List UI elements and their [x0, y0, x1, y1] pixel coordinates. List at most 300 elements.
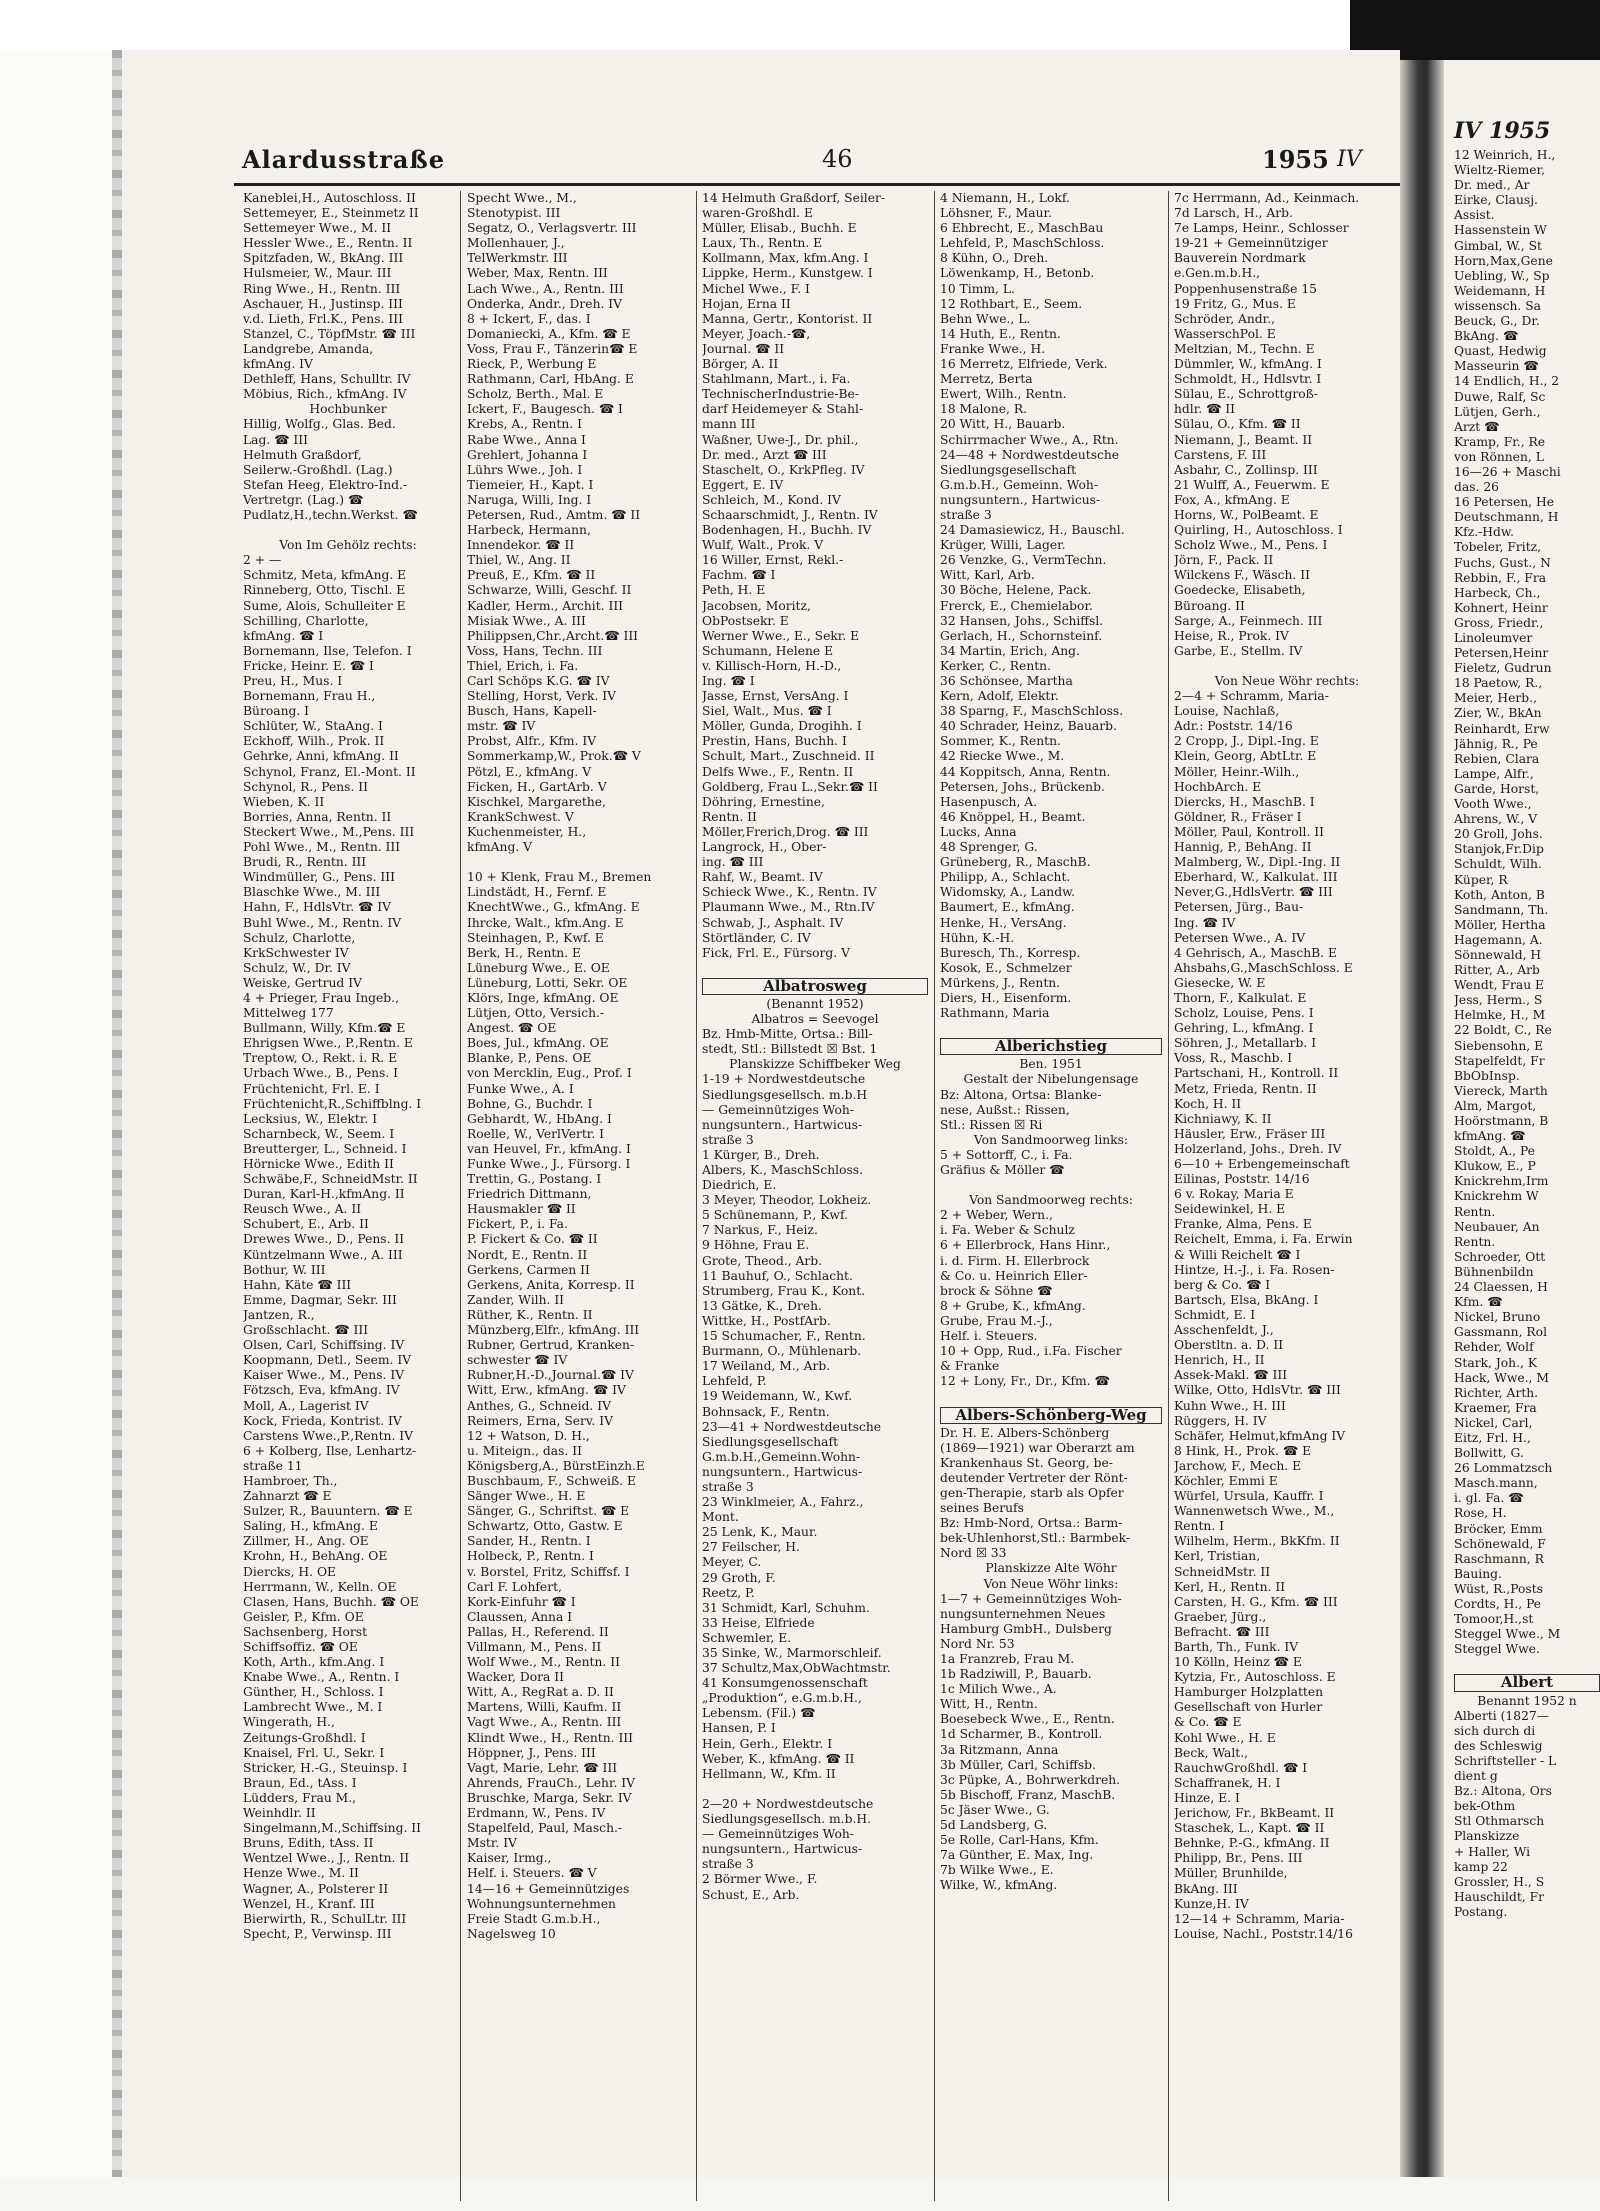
directory-entry: Sulzer, R., Bauuntern. ☎ E: [243, 1504, 413, 1519]
directory-entry: Delfs Wwe., F., Rentn. II: [702, 764, 854, 779]
directory-entry: Kischkel, Margarethe,: [467, 794, 606, 809]
directory-entry: Schulz, Charlotte,: [243, 930, 356, 945]
directory-entry: Holzerland, Johs., Dreh. IV: [1174, 1141, 1342, 1156]
directory-entry: Fieletz, Gudrun: [1454, 661, 1552, 676]
directory-page-right: [1444, 60, 1600, 2177]
directory-entry: — Gemeinnütziges Woh-: [702, 1102, 854, 1117]
directory-entry: straße 11: [243, 1458, 303, 1473]
directory-entry: Helmuth Graßdorf,: [243, 447, 362, 462]
directory-entry: Asschenfeldt, J.,: [1174, 1323, 1274, 1338]
directory-entry: Rentn.: [1454, 1234, 1496, 1249]
directory-entry: Schult, Mart., Zuschneid. II: [702, 749, 875, 764]
directory-entry: Assist.: [1454, 208, 1495, 223]
directory-entry: Peth, H. E: [702, 583, 766, 598]
directory-entry: Thiel, Erich, i. Fa.: [467, 658, 579, 673]
directory-entry: Scholz, Berth., Mal. E: [467, 387, 604, 402]
directory-entry: Steggel Wwe.: [1454, 1642, 1540, 1657]
directory-entry: Urbach Wwe., B., Pens. I: [243, 1066, 398, 1081]
directory-entry: Ritter, A., Arb: [1454, 963, 1540, 978]
directory-entry: Höppner, J., Pens. III: [467, 1745, 596, 1760]
column-divider: [696, 191, 697, 2201]
directory-entry: P. Fickert & Co. ☎ II: [467, 1232, 598, 1247]
directory-entry: Albers, K., MaschSchloss.: [702, 1163, 864, 1177]
directory-entry: Petersen, Rud., Amtm. ☎ II: [467, 507, 641, 522]
directory-entry: Berk, H., Rentn. E: [467, 945, 582, 960]
directory-entry: Weinhdlr. II: [243, 1806, 316, 1821]
directory-entry: Schilling, Charlotte,: [243, 613, 369, 628]
directory-entry: Mittelweg 177: [243, 1006, 334, 1021]
directory-entry: Meltzian, M., Techn. E: [1174, 341, 1315, 356]
directory-entry: KrankSchwest. V: [467, 809, 574, 824]
directory-entry: Drewes Wwe., D., Pens. II: [243, 1232, 405, 1247]
directory-entry: Lehfeld, P., MaschSchloss.: [940, 236, 1105, 251]
directory-entry: Fricke, Heinr. E. ☎ I: [243, 658, 374, 673]
street-heading: Albert: [1454, 1674, 1600, 1691]
directory-entry: 11 Bauhuf, O., Schlacht.: [702, 1268, 853, 1283]
directory-entry: dient g: [1454, 1769, 1498, 1784]
directory-entry: Carl Schöps K.G. ☎ IV: [467, 674, 610, 688]
directory-entry: Adr.: Poststr. 14/16: [1174, 719, 1293, 734]
directory-entry: Jerichow, Fr., BkBeamt. II: [1174, 1806, 1335, 1821]
directory-entry: Giesecke, W. E: [1174, 975, 1266, 990]
directory-entry: seines Berufs: [940, 1501, 1024, 1516]
directory-entry: TechnischerIndustrie-Be-: [702, 387, 859, 402]
directory-entry: 18 Paetow, R.,: [1454, 676, 1543, 691]
directory-entry: Schubert, E., Arb. II: [243, 1217, 369, 1232]
directory-entry: Hinze, E. I: [1174, 1790, 1240, 1805]
directory-entry: Lührs Wwe., Joh. I: [467, 462, 583, 477]
directory-entry: Wolf Wwe., M., Rentn. II: [467, 1655, 620, 1670]
directory-entry: Bothur, W. III: [243, 1262, 326, 1277]
directory-entry: Stapelfeldt, Fr: [1454, 1053, 1545, 1068]
directory-entry: Kerl, H., Rentn. II: [1174, 1579, 1286, 1594]
directory-entry: Hein, Gerh., Elektr. I: [702, 1736, 833, 1751]
directory-entry: Boesebeck Wwe., E., Rentn.: [940, 1712, 1115, 1727]
directory-entry: Jacobsen, Moritz,: [702, 598, 811, 613]
directory-entry: 7b Wilke Wwe., E.: [940, 1863, 1054, 1878]
directory-entry: 4 Gehrisch, A., MaschB. E: [1174, 945, 1337, 960]
directory-entry: 10 + Opp, Rud., i.Fa. Fischer: [940, 1344, 1122, 1359]
directory-entry: ing. ☎ III: [702, 855, 764, 870]
directory-entry: 10 Kölln, Heinz ☎ E: [1174, 1655, 1302, 1670]
directory-entry: 36 Schönsee, Martha: [940, 674, 1073, 688]
directory-entry: 30 Böche, Helene, Pack.: [940, 583, 1092, 598]
directory-entry: Graeber, Jürg.,: [1174, 1609, 1267, 1624]
directory-entry: Rathmann, Carl, HbAng. E: [467, 372, 634, 387]
directory-entry: u. Miteign., das. II: [467, 1443, 582, 1458]
directory-entry: WasserschPol. E: [1174, 326, 1276, 341]
directory-entry: Olsen, Carl, Schiffsing. IV: [243, 1338, 405, 1353]
directory-entry: Albatros = Seevogel: [751, 1012, 879, 1027]
directory-entry: Fox, A., kfmAng. E: [1174, 492, 1290, 507]
directory-entry: + Haller, Wi: [1454, 1844, 1531, 1859]
directory-entry: Ing. ☎ IV: [1174, 915, 1236, 930]
directory-entry: Goldberg, Frau L.,Sekr.☎ II: [702, 779, 878, 794]
directory-entry: Horn,Max,Gene: [1454, 253, 1553, 268]
directory-entry: 31 Schmidt, Karl, Schuhm.: [702, 1600, 870, 1615]
directory-entry: Müller, Brunhilde,: [1174, 1866, 1288, 1881]
directory-entry: Löhsner, F., Maur.: [940, 206, 1052, 221]
directory-entry: kfmAng. IV: [243, 357, 313, 372]
directory-entry: G.m.b.H.,Gemeinn.Wohn-: [702, 1449, 861, 1464]
directory-entry: Rose, H.: [1454, 1506, 1507, 1521]
directory-page-left: [122, 50, 1400, 2177]
directory-entry: Duran, Karl-H.,kfmAng. II: [243, 1187, 405, 1202]
directory-entry: Witt, Erw., kfmAng. ☎ IV: [467, 1383, 626, 1398]
directory-entry: Hoörstmann, B: [1454, 1114, 1549, 1128]
blank-line: [940, 1178, 1162, 1193]
directory-entry: Stelling, Horst, Verk. IV: [467, 689, 617, 704]
directory-entry: Schuldt, Wilh.: [1454, 857, 1542, 872]
directory-entry: berg & Co. ☎ I: [1174, 1277, 1271, 1292]
directory-entry: SchneidMstr. II: [1174, 1564, 1271, 1579]
directory-entry: Klörs, Inge, kfmAng. OE: [467, 990, 619, 1005]
column-divider: [934, 191, 935, 2201]
directory-entry: Deutschmann, H: [1454, 510, 1559, 525]
directory-entry: Bz. Hmb-Mitte, Ortsa.: Bill-: [702, 1027, 873, 1042]
directory-entry: Benannt 1952 n: [1477, 1693, 1577, 1708]
directory-entry: Buresch, Th., Korresp.: [940, 945, 1081, 960]
directory-entry: Löwenkamp, H., Betonb.: [940, 266, 1095, 281]
directory-entry: 35 Sinke, W., Marmorschleif.: [702, 1646, 882, 1660]
scan-margin-left: [0, 50, 118, 2177]
directory-entry: 5b Bischoff, Franz, MaschB.: [940, 1787, 1116, 1802]
directory-entry: 19 Fritz, G., Mus. E: [1174, 296, 1296, 311]
directory-entry: RauchwGroßhdl. ☎ I: [1174, 1760, 1308, 1775]
directory-entry: Laux, Th., Rentn. E: [702, 236, 823, 251]
directory-entry: 22 Boldt, C., Re: [1454, 1023, 1552, 1038]
directory-entry: Carsten, H. G., Kfm. ☎ III: [1174, 1594, 1338, 1609]
directory-entry: Stahlmann, Mart., i. Fa.: [702, 372, 851, 387]
directory-entry: nungsuntern., Hartwicus-: [702, 1117, 863, 1132]
directory-entry: 12 Rothbart, E., Seem.: [940, 296, 1083, 311]
directory-entry: Kaiser, Irmg.,: [467, 1851, 552, 1866]
directory-entry: Sommer, K., Rentn.: [940, 734, 1061, 749]
directory-entry: Steggel Wwe., M: [1454, 1627, 1561, 1642]
directory-entry: 4 + Prieger, Frau Ingeb.,: [243, 990, 399, 1005]
directory-entry: 6 v. Rokay, Maria E: [1174, 1187, 1294, 1202]
directory-entry: 1 Kürger, B., Dreh.: [702, 1147, 820, 1162]
directory-entry: Wentzel Wwe., J., Rentn. II: [243, 1851, 410, 1866]
directory-entry: Weiske, Gertrud IV: [243, 975, 362, 990]
directory-entry: Goedecke, Elisabeth,: [1174, 583, 1306, 598]
directory-entry: Fachm. ☎ I: [702, 568, 776, 583]
directory-entry: 48 Sprenger, G.: [940, 840, 1038, 855]
header-rule: [234, 183, 1402, 186]
directory-entry: Vagt Wwe., A., Rentn. III: [467, 1715, 622, 1730]
directory-entry: Hulsmeier, W., Maur. III: [243, 266, 392, 281]
directory-entry: Petersen Wwe., A. IV: [1174, 930, 1306, 945]
directory-entry: Eitz, Frl. H.,: [1454, 1430, 1531, 1445]
directory-entry: 24 Claessen, H: [1454, 1280, 1548, 1295]
directory-entry: Henrich, H., II: [1174, 1353, 1265, 1368]
directory-entry: Plaumann Wwe., M., Rtn.IV: [702, 900, 875, 915]
directory-entry: Schwarze, Willi, Geschf. II: [467, 583, 632, 598]
directory-entry: Henke, H., VersAng.: [940, 915, 1067, 930]
directory-entry: Sume, Alois, Schulleiter E: [243, 598, 406, 613]
directory-entry: Busch, Hans, Kapell-: [467, 704, 597, 719]
directory-entry: Domaniecki, A., Kfm. ☎ E: [467, 326, 631, 341]
directory-entry: 16 Merretz, Elfriede, Verk.: [940, 357, 1108, 372]
directory-entry: Ickert, F., Baugesch. ☎ I: [467, 402, 623, 417]
directory-entry: Sommerkamp,W., Prok.☎ V: [467, 749, 641, 764]
directory-entry: Funke Wwe., J., Fürsorg. I: [467, 1157, 631, 1171]
directory-entry: KnechtWwe., G., kfmAng. E: [467, 900, 640, 915]
directory-entry: Ehrigsen Wwe., P.,Rentn. E: [243, 1036, 413, 1051]
directory-entry: Henze Wwe., M. II: [243, 1866, 359, 1881]
directory-entry: Zier, W., BkAn: [1454, 706, 1542, 721]
directory-entry: Angest. ☎ OE: [467, 1021, 557, 1036]
directory-entry: Bröcker, Emm: [1454, 1521, 1543, 1536]
directory-entry: Stl.: Rissen ☒ Ri: [940, 1117, 1043, 1132]
directory-entry: Behnke, P.-G., kfmAng. II: [1174, 1836, 1330, 1851]
directory-entry: Kadler, Herm., Archit. III: [467, 598, 624, 613]
directory-entry: Möbius, Rich., kfmAng. IV: [243, 387, 407, 402]
directory-entry: Steckert Wwe., M.,Pens. III: [243, 824, 415, 839]
directory-entry: Erdmann, W., Pens. IV: [467, 1806, 606, 1821]
directory-entry: Ficken, H., GartArb. V: [467, 779, 607, 794]
directory-entry: TelWerkmstr. III: [467, 251, 568, 266]
directory-entry: BkAng. III: [1174, 1881, 1238, 1896]
directory-entry: Scholz, Louise, Pens. I: [1174, 1006, 1314, 1021]
directory-entry: Rinneberg, Otto, Tischl. E: [243, 583, 406, 598]
directory-entry: Schwäbe,F., SchneidMstr. II: [243, 1172, 418, 1187]
directory-entry: Schmitz, Meta, kfmAng. E: [243, 568, 407, 583]
directory-entry: Ahsbahs,G.,MaschSchloss. E: [1174, 960, 1353, 975]
directory-entry: Pallas, H., Referend. II: [467, 1624, 609, 1639]
directory-entry: 33 Heise, Elfriede: [702, 1615, 815, 1630]
directory-entry: Philippsen,Chr.,Archt.☎ III: [467, 628, 639, 643]
directory-entry: Singelmann,M.,Schiffsing. II: [243, 1821, 421, 1836]
directory-entry: Sülau, O., Kfm. ☎ II: [1174, 417, 1301, 432]
directory-entry: 34 Martin, Erich, Ang.: [940, 643, 1080, 658]
directory-column-3: [702, 191, 928, 2211]
directory-entry: Thorn, F., Kalkulat. E: [1174, 990, 1307, 1005]
directory-entry: Kaneblei,H., Autoschloss. II: [243, 191, 416, 205]
directory-entry: Philipp, Br., Pens. III: [1174, 1851, 1303, 1866]
directory-entry: 7a Günther, E. Max, Ing.: [940, 1848, 1094, 1863]
directory-entry: Reusch Wwe., A. II: [243, 1202, 362, 1217]
directory-entry: Schwemler, E.: [702, 1630, 792, 1645]
directory-entry: Aschauer, H., Justinsp. III: [243, 296, 403, 311]
directory-entry: 8 + Ickert, F., das. I: [467, 311, 591, 326]
blank-line: [702, 961, 928, 976]
directory-entry: Wannenwetsch Wwe., M.,: [1174, 1504, 1335, 1519]
right-page-column: [1454, 148, 1600, 1920]
directory-entry: Rebbin, F., Fra: [1454, 570, 1547, 585]
section-label: IV: [1337, 147, 1362, 172]
directory-entry: Schumann, Helene E: [702, 643, 834, 658]
directory-entry: Göldner, R., Fräser I: [1174, 809, 1302, 824]
directory-entry: 7d Larsch, H., Arb.: [1174, 206, 1293, 221]
directory-entry: 25 Lenk, K., Maur.: [702, 1525, 818, 1540]
directory-entry: Klukow, E., P: [1454, 1159, 1536, 1174]
directory-entry: Arzt ☎: [1454, 419, 1500, 434]
directory-entry: Grüneberg, R., MaschB.: [940, 855, 1091, 870]
directory-entry: Kern, Adolf, Elektr.: [940, 689, 1059, 704]
directory-entry: Eirke, Clausj.: [1454, 193, 1538, 208]
directory-entry: 8 Hink, H., Prok. ☎ E: [1174, 1443, 1312, 1458]
directory-entry: Krebs, A., Rentn. I: [467, 417, 582, 432]
directory-entry: Jasse, Ernst, VersAng. I: [702, 689, 849, 704]
directory-entry: Wulf, Walt., Prok. V: [702, 538, 824, 553]
directory-entry: Dr. med., Arzt ☎ III: [702, 447, 827, 462]
directory-entry: Döhring, Ernestine,: [702, 794, 825, 809]
directory-entry: Voss, R., Maschb. I: [1174, 1051, 1293, 1066]
directory-entry: Specht, P., Verwinsp. III: [243, 1926, 392, 1941]
directory-entry: wissensch. Sa: [1454, 298, 1541, 313]
directory-entry: Befracht. ☎ III: [1174, 1624, 1270, 1639]
directory-entry: Gehrke, Anni, kfmAng. II: [243, 749, 399, 764]
directory-entry: Lüneburg Wwe., E. OE: [467, 960, 610, 975]
directory-entry: Hillig, Wolfg., Glas. Bed.: [243, 417, 396, 432]
directory-entry: Rebien, Clara: [1454, 751, 1540, 766]
directory-entry: Eilinas, Poststr. 14/16: [1174, 1172, 1310, 1187]
directory-entry: 1b Radziwill, P., Bauarb.: [940, 1667, 1092, 1682]
directory-entry: Zeitungs-Großhdl. I: [243, 1730, 366, 1745]
directory-entry: 3a Ritzmann, Anna: [940, 1742, 1059, 1757]
directory-entry: Vertretgr. (Lag.) ☎: [243, 492, 364, 507]
directory-entry: Scholz Wwe., M., Pens. I: [1174, 538, 1328, 553]
directory-entry: Reinhardt, Erw: [1454, 721, 1550, 736]
directory-entry: Borries, Anna, Rentn. II: [243, 809, 392, 824]
directory-entry: 14—16 + Gemeinnütziges: [467, 1881, 630, 1896]
directory-entry: Sänger, G., Schriftst. ☎ E: [467, 1504, 630, 1519]
directory-entry: Lecksius, W., Elektr. I: [243, 1111, 378, 1126]
directory-entry: i. d. Firm. H. Ellerbrock: [940, 1253, 1090, 1268]
directory-entry: Baumert, E., kfmAng.: [940, 900, 1075, 915]
directory-entry: Windmüller, G., Pens. III: [243, 870, 395, 885]
directory-entry: Probst, Alfr., Kfm. IV: [467, 734, 597, 749]
directory-entry: 44 Koppitsch, Anna, Rentn.: [940, 764, 1111, 779]
directory-entry: Vagt, Marie, Lehr. ☎ III: [467, 1760, 618, 1775]
directory-entry: Onderka, Andr., Dreh. IV: [467, 296, 623, 311]
directory-entry: 16—26 + Maschi: [1454, 464, 1561, 479]
directory-entry: Pohl Wwe., M., Rentn. III: [243, 840, 401, 855]
directory-entry: Stefan Heeg, Elektro-Ind.-: [243, 477, 408, 492]
directory-entry: Stl Othmarsch: [1454, 1814, 1545, 1829]
directory-entry: Philipp, A., Schlacht.: [940, 870, 1071, 885]
directory-entry: Kaiser Wwe., M., Pens. IV: [243, 1368, 405, 1383]
directory-entry: Kichniawy, K. II: [1174, 1111, 1272, 1126]
directory-entry: Witt, A., RegRat a. D. II: [467, 1685, 614, 1700]
directory-entry: Staschek, L., Kapt. ☎ II: [1174, 1821, 1325, 1836]
directory-entry: Moll, A., Lagerist IV: [243, 1398, 369, 1413]
year-label: 1955: [1262, 145, 1329, 174]
directory-entry: Büroang. I: [243, 704, 310, 719]
directory-entry: Viereck, Marth: [1454, 1083, 1548, 1098]
directory-entry: des Schleswig: [1454, 1738, 1543, 1753]
directory-entry: Jörn, F., Pack. II: [1174, 553, 1274, 568]
directory-entry: Kramp, Fr., Re: [1454, 434, 1546, 449]
directory-entry: nese, Außst.: Rissen,: [940, 1102, 1070, 1117]
directory-entry: v.d. Lieth, Frl.K., Pens. III: [243, 311, 403, 326]
directory-entry: Helf. i. Steuers.: [940, 1329, 1038, 1344]
directory-entry: Spitzfaden, W., BkAng. III: [243, 251, 404, 266]
directory-entry: Schäfer, Helmut,kfmAng IV: [1174, 1428, 1346, 1443]
directory-entry: Garbe, E., Stellm. IV: [1174, 643, 1303, 658]
directory-entry: Grehlert, Johanna I: [467, 447, 588, 462]
directory-entry: Asbahr, C., Zollinsp. III: [1174, 462, 1318, 477]
directory-entry: Nord ☒ 33: [940, 1546, 1007, 1561]
directory-entry: i. gl. Fa. ☎: [1454, 1491, 1524, 1506]
directory-entry: Frerck, E., Chemielabor.: [940, 598, 1093, 613]
directory-entry: Martens, Willi, Kaufm. II: [467, 1700, 622, 1715]
directory-entry: Schleich, M., Kond. IV: [702, 492, 841, 507]
directory-entry: Settemeyer, E., Steinmetz II: [243, 206, 419, 221]
directory-entry: Hausmakler ☎ II: [467, 1202, 576, 1217]
directory-entry: Nord Nr. 53: [940, 1636, 1015, 1651]
binding-edge: [112, 50, 122, 2177]
directory-entry: Rathmann, Maria: [940, 1006, 1050, 1021]
directory-entry: Hörnicke Wwe., Edith II: [243, 1157, 394, 1171]
directory-entry: v. Killisch-Horn, H.-D.,: [702, 658, 842, 673]
directory-entry: Möller, Heinr.-Wilh.,: [1174, 764, 1300, 779]
directory-entry: Hahn, F., HdlsVtr. ☎ IV: [243, 900, 392, 915]
directory-entry: nungsuntern., Hartwicus-: [702, 1842, 863, 1857]
directory-entry: 7e Lamps, Heinr., Schlosser: [1174, 221, 1349, 236]
directory-entry: v. Borstel, Fritz, Schiffsf. I: [467, 1564, 630, 1579]
directory-entry: Von Neue Wöhr rechts:: [1214, 674, 1360, 688]
directory-entry: Kollmann, Max, kfm.Ang. I: [702, 251, 869, 266]
directory-entry: Helmke, H., M: [1454, 1008, 1546, 1023]
book-gutter: [1400, 60, 1444, 2177]
directory-entry: Meier, Herb.,: [1454, 691, 1537, 706]
directory-entry: 18 Malone, R.: [940, 402, 1027, 417]
directory-entry: Wilke, Otto, HdlsVtr. ☎ III: [1174, 1383, 1341, 1398]
directory-entry: 1a Franzreb, Frau M.: [940, 1652, 1075, 1666]
directory-entry: 19-21 + Gemeinnütziger: [1174, 236, 1328, 251]
directory-entry: Quast, Hedwig: [1454, 344, 1547, 359]
directory-entry: Schmoldt, H., Hdlsvtr. I: [1174, 372, 1322, 387]
blank-line: [243, 523, 453, 538]
directory-entry: Carstens, F. III: [1174, 447, 1267, 462]
directory-entry: Diercks, H. OE: [243, 1564, 337, 1579]
directory-entry: Langrock, H., Ober-: [702, 840, 827, 855]
directory-entry: Schröder, Andr.,: [1174, 311, 1276, 326]
directory-entry: mstr. ☎ IV: [467, 719, 536, 734]
directory-entry: Carstens Wwe.,P.,Rentn. IV: [243, 1428, 414, 1443]
directory-entry: Gesellschaft von Hurler: [1174, 1700, 1323, 1715]
directory-entry: Hagemann, A.: [1454, 932, 1543, 947]
street-heading: Albers-Schönberg-Weg: [940, 1407, 1162, 1424]
directory-entry: Kosok, E., Schmelzer: [940, 960, 1072, 975]
directory-entry: Mürkens, J., Rentn.: [940, 975, 1061, 990]
directory-entry: Dr. H. E. Albers-Schönberg: [940, 1425, 1110, 1440]
directory-entry: Gimbal, W., St: [1454, 238, 1542, 253]
directory-entry: Scharnbeck, W., Seem. I: [243, 1126, 395, 1141]
directory-entry: Schulz, W., Dr. IV: [243, 960, 351, 975]
directory-entry: Münzberg,Elfr., kfmAng. III: [467, 1323, 640, 1338]
blank-line: [940, 1389, 1162, 1404]
directory-entry: Schlüter, W., StaAng. I: [243, 719, 383, 734]
directory-entry: Von Sandmoorweg rechts:: [969, 1193, 1133, 1208]
directory-entry: Villmann, M., Pens. II: [467, 1640, 602, 1654]
directory-entry: Merretz, Berta: [940, 372, 1033, 387]
directory-entry: Lüneburg, Lotti, Sekr. OE: [467, 975, 628, 990]
directory-entry: Beck, Walt.,: [1174, 1745, 1249, 1760]
directory-entry: Hahn, Käte ☎ III: [243, 1277, 352, 1292]
directory-entry: Hack, Wwe., M: [1454, 1370, 1549, 1385]
directory-entry: waren-Großhdl. E: [702, 206, 813, 221]
directory-entry: 6 + Ellerbrock, Hans Hinr.,: [940, 1238, 1111, 1253]
directory-entry: Innendekor. ☎ II: [467, 538, 575, 553]
directory-entry: Settemeyer Wwe., M. II: [243, 221, 392, 236]
directory-entry: gen-Therapie, starb als Opfer: [940, 1485, 1124, 1500]
directory-entry: Wieben, K. II: [243, 794, 325, 809]
directory-entry: Rubner, Gertrud, Kranken-: [467, 1338, 635, 1353]
directory-entry: Hessler Wwe., E., Rentn. II: [243, 236, 413, 251]
